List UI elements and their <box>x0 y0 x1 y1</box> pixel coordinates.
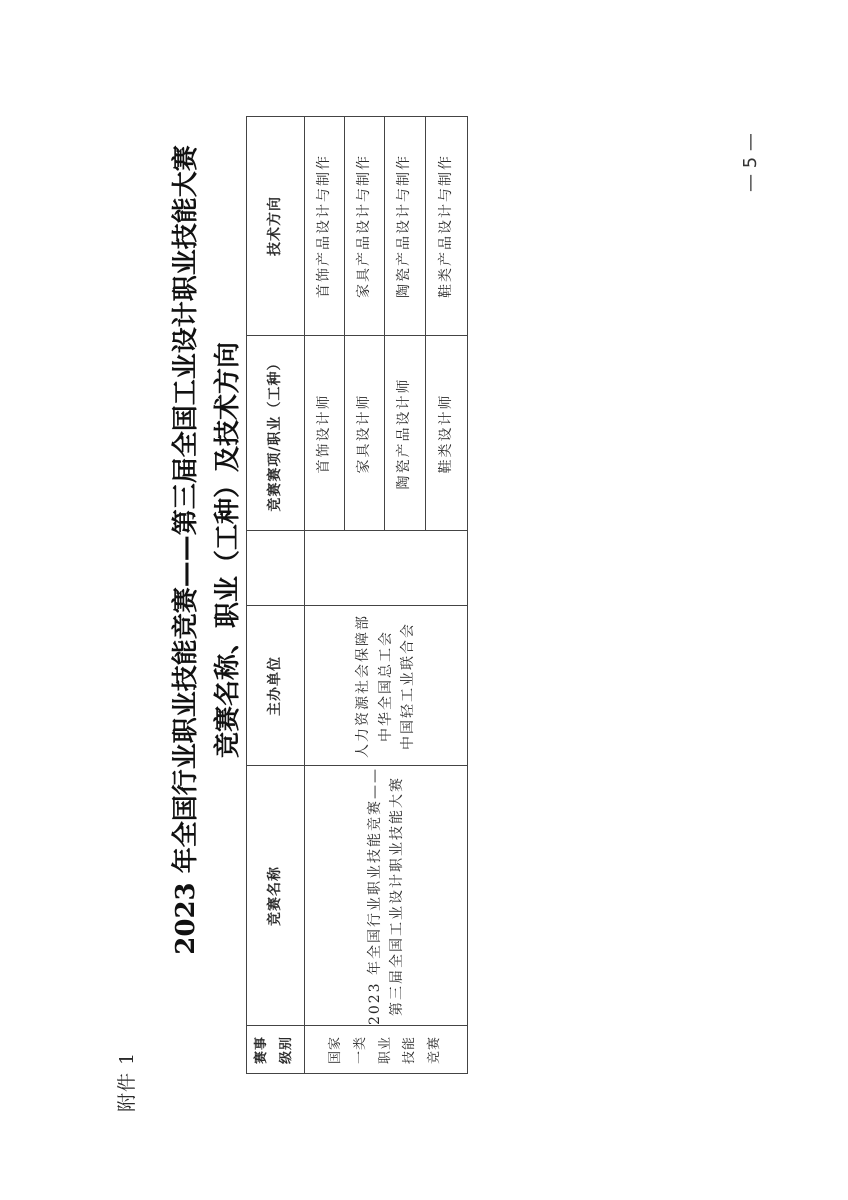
direction-cell: 陶瓷产品设计与制作 <box>396 154 413 298</box>
direction-cell: 首饰产品设计与制作 <box>315 154 332 298</box>
page-number: — 5 — <box>740 133 761 192</box>
level-line: 国家 <box>328 1036 344 1065</box>
organizer-line: 中华全国总工会 <box>377 630 394 742</box>
document-subtitle: 竞赛名称、职业（工种）及技术方向 <box>213 342 243 759</box>
direction-cell: 鞋类产品设计与制作 <box>437 154 454 298</box>
header-level <box>246 1026 304 1074</box>
occupation-cell: 家具设计师 <box>355 393 372 474</box>
occupation-cell: 首饰设计师 <box>315 393 332 474</box>
occupation-cell: 鞋类设计师 <box>437 393 454 474</box>
level-line: 职业 <box>377 1036 393 1065</box>
header-direction: 技术方向 <box>266 196 283 256</box>
organizer-line: 中国轻工业联合会 <box>400 622 417 750</box>
header-level-line: 级别 <box>279 1036 294 1065</box>
competition-table <box>246 116 468 1074</box>
competition-name-line: 第三届全国工业设计职业技能大赛 <box>389 776 405 1016</box>
level-line: 技能 <box>402 1036 418 1065</box>
header-occupation: 竞赛赛项/职业（工种） <box>266 355 283 512</box>
level-line: 竞赛 <box>427 1036 443 1065</box>
organizer-cell <box>304 606 468 766</box>
direction-cell: 家具产品设计与制作 <box>355 154 372 298</box>
header-competition-name: 竞赛名称 <box>266 866 283 926</box>
competition-name-line: 2023 年全国行业职业技能竞赛—— <box>366 766 383 1026</box>
header-organizer: 主办单位 <box>266 656 283 716</box>
level-line: 一类 <box>352 1036 368 1065</box>
organizer-line: 人力资源社会保障部 <box>355 614 372 758</box>
header-level-line: 赛事 <box>254 1036 270 1065</box>
competition-name-cell <box>304 766 468 1026</box>
document-title: 2023 年全国行业职业技能竞赛——第三届全国工业设计职业技能大赛 <box>171 145 201 955</box>
level-cell <box>304 1026 468 1074</box>
occupation-cell: 陶瓷产品设计师 <box>396 377 413 490</box>
attachment-label: 附件 1 <box>116 1051 138 1112</box>
